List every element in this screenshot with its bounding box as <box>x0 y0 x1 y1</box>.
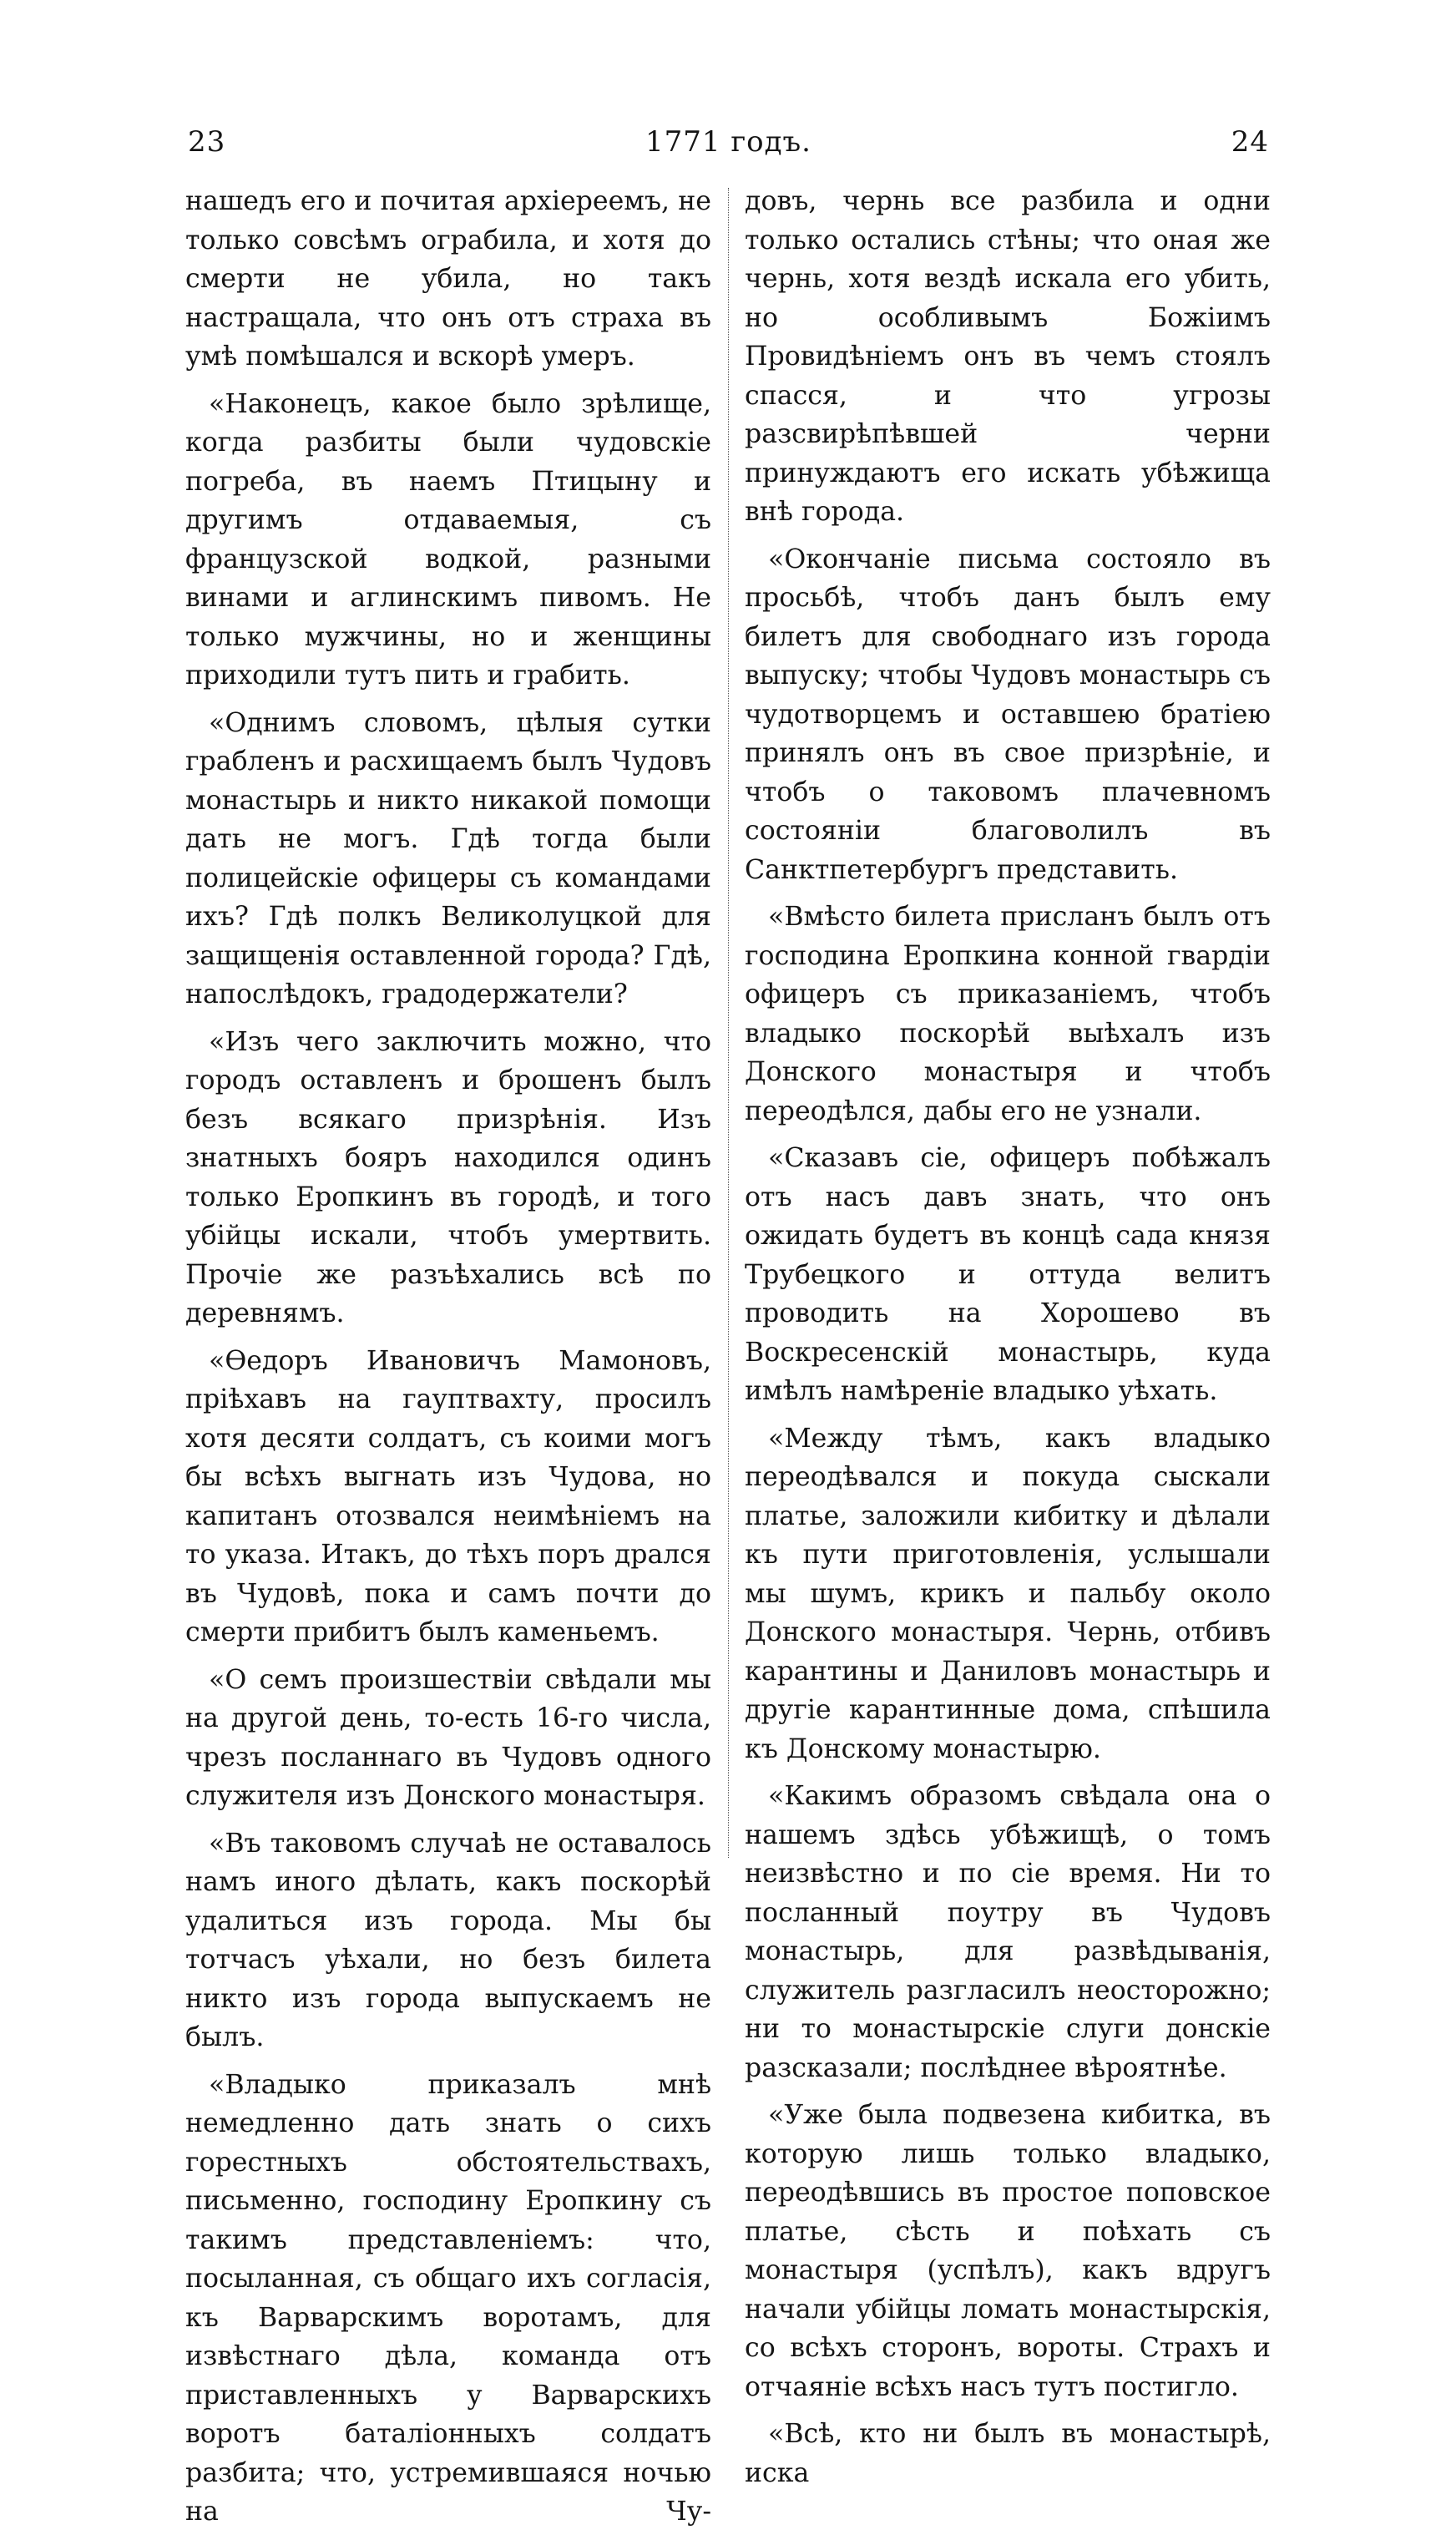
paragraph: «Ѳедоръ Ивановичъ Мамоновъ, пріѣхавъ на гауптвахту, просилъ хотя десяти солдатъ, съ коими могъ бы всѣхъ выгнать изъ Чудова, но капитанъ отозвался неимѣніемъ на то указа. Итакъ, до тѣхъ поръ дрался въ Чудовѣ, пока и самъ почти до смерти прибитъ былъ каменьемъ. <box>185 1345 711 1647</box>
page-number-left: 23 <box>188 125 226 159</box>
column-divider <box>728 188 729 1858</box>
paragraph: «Всѣ, кто ни былъ въ монастырѣ, иска <box>745 2419 1271 2488</box>
paragraph: «Изъ чего заключить можно, что городъ оставленъ и брошенъ былъ безъ всякаго призрѣнія. Изъ знатныхъ бояръ находился одинъ только Еропкинъ въ городѣ, и того убійцы искали, чтобъ умертвить. Прочіе же разъѣхались всѣ по деревнямъ. <box>185 1026 711 1328</box>
paragraph: «Сказавъ сіе, офицеръ побѣжалъ отъ насъ давъ знать, что онъ ожидать будетъ въ концѣ сада князя Трубецкого и оттуда велитъ проводить на Хорошево въ Воскресенскій монастырь, куда имѣлъ намѣреніе владыко уѣхать. <box>745 1143 1271 1406</box>
left-column <box>185 182 711 2540</box>
paragraph: «Уже была подвезена кибитка, въ которую лишь только владыко, переодѣвшись въ простое поповское платье, сѣсть и поѣхать съ монастыря (успѣлъ), какъ вдругъ начали убійцы ломать монастырскія, со всѣхъ сторонъ, вороты. Страхъ и отчаяніе всѣхъ насъ тутъ постигло. <box>745 2100 1271 2402</box>
paragraph: довъ, чернь все разбила и одни только остались стѣны; что оная же чернь, хотя вездѣ искала его убить, но особливымъ Божіимъ Провидѣніемъ онъ въ чемъ стоялъ спасся, и что угрозы разсвирѣпѣвшей черни принуждаютъ его искать убѣжища внѣ города. <box>745 186 1271 527</box>
paragraph: «Вмѣсто билета присланъ былъ отъ господина Еропкина конной гвардіи офицеръ съ приказаніемъ, чтобъ владыко поскорѣй выѣхалъ изъ Донского монастыря и чтобъ переодѣлся, дабы его не узнали. <box>745 902 1271 1126</box>
paragraph: «Владыко приказалъ мнѣ немедленно дать знать о сихъ горестныхъ обстоятельствахъ, письменно, господину Еропкину съ такимъ представленіемъ: что, посыланная, съ общаго ихъ согласія, къ Варварскимъ воротамъ, для извѣстнаго дѣла, команда отъ приставленныхъ у Варварскихъ воротъ баталіонныхъ солдатъ разбита; что, устремившаяся ночью на Чу- <box>185 2069 711 2527</box>
paragraph: «Окончаніе письма состояло въ просьбѣ, чтобъ данъ былъ ему билетъ для свободнаго изъ города выпуску; чтобы Чудовъ монастырь съ чудотворцемъ и оставшею братіею принялъ онъ въ свое призрѣніе, и чтобъ о таковомъ плачевномъ состояніи благоволилъ въ Санктпетербургъ представить. <box>745 544 1271 885</box>
running-head <box>188 125 1269 167</box>
paragraph: «Какимъ образомъ свѣдала она о нашемъ здѣсь убѣжищѣ, о томъ неизвѣстно и по сіе время. Ни то посланный поутру въ Чудовъ монастырь, для развѣдыванія, служитель разгласилъ неосторожно; ни то монастырскіе слуги донскіе разсказали; послѣднее вѣроятнѣе. <box>745 1781 1271 2083</box>
paragraph: «Между тѣмъ, какъ владыко переодѣвался и покуда сыскали платье, заложили кибитку и дѣлали къ пути приготовленія, услышали мы шумъ, крикъ и пальбу около Донского монастыря. Чернь, отбивъ карантины и Даниловъ монастырь и другіе карантинные дома, спѣшила къ Донскому монастырю. <box>745 1423 1271 1764</box>
page-number-right: 24 <box>1231 125 1269 159</box>
paragraph: «Въ таковомъ случаѣ не оставалось намъ иного дѣлать, какъ поскорѣй удалиться изъ города. Мы бы тотчасъ уѣхали, но безъ билета никто изъ города выпускаемъ не былъ. <box>185 1828 711 2052</box>
paragraph: нашедъ его и почитая архіереемъ, не только совсѣмъ ограбила, и хотя до смерти не убила, но такъ настращала, что онъ отъ страха въ умѣ помѣшался и вскорѣ умеръ. <box>185 186 711 372</box>
paragraph: «Наконецъ, какое было зрѣлище, когда разбиты были чудовскіе погреба, въ наемъ Птицыну и другимъ отдаваемыя, съ французской водкой, разными винами и аглинскимъ пивомъ. Не только мужчины, но и женщины приходили тутъ пить и грабить. <box>185 388 711 691</box>
paragraph: «Однимъ словомъ, цѣлыя сутки грабленъ и расхищаемъ былъ Чудовъ монастырь и никто никакой помощи дать не могъ. Гдѣ тогда были полицейскіе офицеры съ командами ихъ? Гдѣ полкъ Великолуцкой для защищенія оставленной города? Гдѣ, напослѣдокъ, градодержатели? <box>185 707 711 1009</box>
running-title: 1771 годъ. <box>645 125 811 159</box>
right-column <box>745 182 1271 2501</box>
paragraph: «О семъ произшествіи свѣдали мы на другой день, то-есть 16-го числа, чрезъ посланнаго въ Чудовъ одного служителя изъ Донского монастыря. <box>185 1664 711 1811</box>
